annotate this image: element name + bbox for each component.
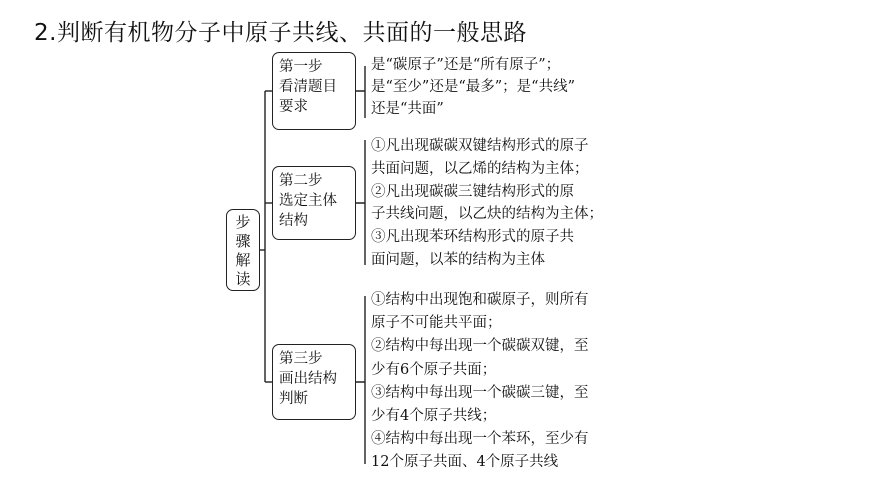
detail-line: 子共线问题，以乙炔的结构为主体； bbox=[371, 206, 603, 223]
detail-line: ②结构中每出现一个碳碳双键，至 bbox=[371, 338, 589, 355]
detail-line: ③凡出现苯环结构形式的原子共 bbox=[371, 229, 574, 246]
step-1-box bbox=[272, 52, 356, 130]
steps-root-box bbox=[226, 209, 260, 291]
root-label-line: 读 bbox=[235, 270, 251, 288]
step-2-detail bbox=[371, 135, 603, 272]
root-label-line: 骤 bbox=[235, 232, 251, 250]
step-1-label-line: 看清题目 bbox=[279, 79, 337, 95]
step-3-box bbox=[272, 344, 356, 420]
detail-line: 是“碳原子”还是“所有原子”； bbox=[371, 57, 561, 73]
step-3-label-line: 判断 bbox=[279, 391, 308, 407]
detail-line: ②凡出现碳碳三键结构形式的原 bbox=[371, 183, 574, 200]
detail-line: 12个原子共面、4个原子共线 bbox=[371, 454, 559, 471]
step-1-detail bbox=[371, 54, 575, 120]
step-2-label-line: 第二步 bbox=[279, 173, 323, 189]
detail-line: ④结构中每出现一个苯环，至少有 bbox=[371, 431, 589, 448]
step-2-label-line: 结构 bbox=[279, 213, 308, 229]
detail-line: ①凡出现碳碳双键结构形式的原子 bbox=[371, 138, 589, 154]
root-label-line: 解 bbox=[235, 251, 251, 269]
detail-line: ①结构中出现饱和碳原子，则所有 bbox=[371, 292, 589, 308]
step-2-label-line: 选定主体 bbox=[279, 193, 337, 209]
detail-line: 原子不可能共平面； bbox=[371, 315, 502, 332]
step-1-label-line: 要求 bbox=[279, 99, 308, 115]
step-3-label-line: 第三步 bbox=[279, 351, 323, 367]
root-label-line: 步 bbox=[235, 213, 251, 231]
step-2-box bbox=[272, 166, 356, 240]
step-3-detail bbox=[371, 289, 589, 475]
detail-line: 面问题，以苯的结构为主体 bbox=[371, 251, 545, 268]
detail-line: ③结构中每出现一个碳碳三键，至 bbox=[371, 384, 589, 401]
page-title: 2.判断有机物分子中原子共线、共面的一般思路 bbox=[34, 20, 527, 46]
detail-line: 少有4个原子共线； bbox=[371, 408, 497, 425]
detail-line: 是“至少”还是“最多”；是“共线” bbox=[371, 79, 575, 95]
step-3-label-line: 画出结构 bbox=[279, 371, 337, 387]
detail-line: 共面问题，以乙烯的结构为主体； bbox=[371, 160, 589, 177]
detail-line: 少有6个原子共面； bbox=[371, 361, 497, 378]
detail-line: 还是“共面” bbox=[371, 101, 444, 117]
step-1-label-line: 第一步 bbox=[279, 59, 323, 75]
